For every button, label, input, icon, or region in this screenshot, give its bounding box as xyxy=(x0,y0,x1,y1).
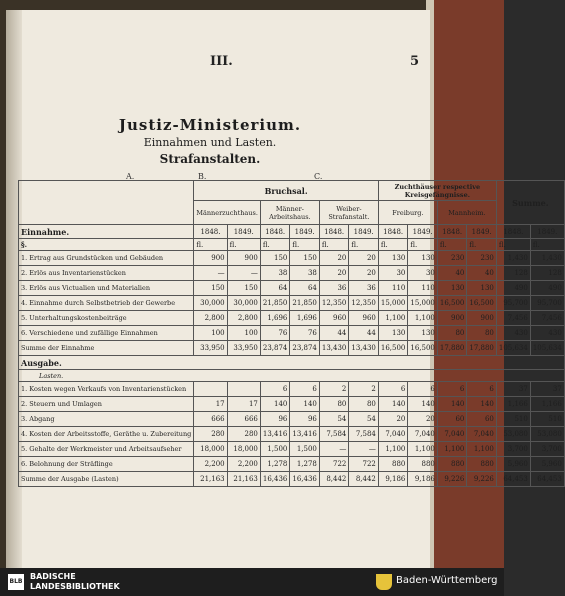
table-row xyxy=(19,326,565,341)
value-cell: 64,453 xyxy=(530,472,564,487)
page-number: 5 xyxy=(410,54,420,69)
value-cell: 37 xyxy=(530,382,564,397)
unit-header: fl. xyxy=(349,239,379,251)
value-cell: 80 xyxy=(437,326,467,341)
value-cell: 1,500 xyxy=(260,442,290,457)
state-name[interactable]: Baden-Württemberg xyxy=(396,575,498,586)
value-cell: 21,163 xyxy=(194,472,227,487)
value-cell: 6 xyxy=(437,382,467,397)
table-row xyxy=(19,457,565,472)
year-header: 1849. xyxy=(349,225,379,239)
value-cell: 1,430 xyxy=(496,251,530,266)
col-letter-c: C. xyxy=(314,172,323,181)
table-row xyxy=(19,266,565,281)
page-subtitle: Einnahmen und Lasten. xyxy=(143,136,277,149)
value-cell: 30 xyxy=(378,266,408,281)
row-label: Summe der Einnahme xyxy=(19,341,194,356)
value-cell: 230 xyxy=(437,251,467,266)
value-cell: 17 xyxy=(227,397,260,412)
value-cell: 9,226 xyxy=(467,472,497,487)
value-cell: 13,430 xyxy=(349,341,379,356)
table-row xyxy=(19,341,565,356)
value-cell: 23,874 xyxy=(290,341,320,356)
subgroup-freiburg: Freiburg. xyxy=(378,201,437,225)
row-label: 5. Gehalte der Werkmeister und Arbeitsaufseher xyxy=(19,442,194,457)
value-cell: 76 xyxy=(290,326,320,341)
subgroup-weiber-strafanstalt: Weiber-Strafanstalt. xyxy=(319,201,378,225)
value-cell: 2 xyxy=(349,382,379,397)
value-cell: 20 xyxy=(319,266,349,281)
value-cell: 490 xyxy=(496,281,530,296)
row-label: 5. Unterhaltungskostenbeiträge xyxy=(19,311,194,326)
value-cell: 21,163 xyxy=(227,472,260,487)
value-cell: 1,100 xyxy=(378,311,408,326)
value-cell: 8,442 xyxy=(349,472,379,487)
value-cell: 140 xyxy=(260,397,290,412)
value-cell: 80 xyxy=(319,397,349,412)
value-cell: — xyxy=(194,266,227,281)
value-cell: 1,166 xyxy=(496,397,530,412)
value-cell: 5,960 xyxy=(530,457,564,472)
value-cell: 230 xyxy=(467,251,497,266)
group-zuchthaeuser: Zuchthäuser respective Kreisgefängnisse. xyxy=(378,181,496,201)
value-cell: 18,000 xyxy=(227,442,260,457)
table-row xyxy=(19,281,565,296)
unit-header: fl. xyxy=(408,239,438,251)
value-cell: 2,800 xyxy=(227,311,260,326)
year-header: 1848. xyxy=(437,225,467,239)
unit-header: fl. xyxy=(437,239,467,251)
value-cell: 8,442 xyxy=(319,472,349,487)
row-label: 4. Kosten der Arbeitsstoffe, Geräthe u. Zubereitung xyxy=(19,427,194,442)
value-cell: 40 xyxy=(437,266,467,281)
value-cell: 38 xyxy=(260,266,290,281)
value-cell: 16,500 xyxy=(437,296,467,311)
value-cell: 1,500 xyxy=(290,442,320,457)
table-row xyxy=(19,472,565,487)
value-cell: 80 xyxy=(467,326,497,341)
value-cell: 7,040 xyxy=(378,427,408,442)
year-header: 1848. xyxy=(496,225,530,239)
value-cell: 510 xyxy=(530,412,564,427)
value-cell: 722 xyxy=(349,457,379,472)
value-cell: 6 xyxy=(467,382,497,397)
value-cell: 666 xyxy=(194,412,227,427)
unit-header: fl. xyxy=(227,239,260,251)
value-cell: 1,100 xyxy=(378,442,408,457)
value-cell: 18,000 xyxy=(194,442,227,457)
value-cell: 53,080 xyxy=(496,427,530,442)
value-cell: 17,880 xyxy=(467,341,497,356)
value-cell: 15,000 xyxy=(378,296,408,311)
value-cell: 960 xyxy=(349,311,379,326)
value-cell: 9,226 xyxy=(437,472,467,487)
value-cell: 16,500 xyxy=(467,296,497,311)
value-cell: 33,950 xyxy=(227,341,260,356)
row-label: 3. Abgang xyxy=(19,412,194,427)
value-cell: 9,186 xyxy=(408,472,438,487)
value-cell: 430 xyxy=(496,326,530,341)
value-cell: 12,350 xyxy=(319,296,349,311)
value-cell: 95,700 xyxy=(530,296,564,311)
row-label: 4. Einnahme durch Selbstbetrieb der Gewerbe xyxy=(19,296,194,311)
value-cell: 20 xyxy=(319,251,349,266)
year-header: 1848. xyxy=(194,225,227,239)
value-cell: 128 xyxy=(496,266,530,281)
value-cell: — xyxy=(227,266,260,281)
value-cell: 280 xyxy=(227,427,260,442)
value-cell: 20 xyxy=(378,412,408,427)
value-cell: 1,100 xyxy=(467,442,497,457)
value-cell: 1,100 xyxy=(437,442,467,457)
label-header-cell xyxy=(19,181,194,225)
year-header: 1849. xyxy=(408,225,438,239)
value-cell: 128 xyxy=(530,266,564,281)
value-cell: 900 xyxy=(227,251,260,266)
value-cell: 722 xyxy=(319,457,349,472)
table-row xyxy=(19,382,565,397)
value-cell: 880 xyxy=(467,457,497,472)
unit-header: fl. xyxy=(260,239,290,251)
value-cell: 6 xyxy=(290,382,320,397)
page-heading: Strafanstalten. xyxy=(159,152,261,166)
value-cell: 510 xyxy=(496,412,530,427)
value-cell: 30,000 xyxy=(227,296,260,311)
finance-table xyxy=(18,180,565,487)
value-cell: 105,634 xyxy=(496,341,530,356)
group-summe: Summe. xyxy=(496,181,564,225)
value-cell: 1,696 xyxy=(260,311,290,326)
value-cell: 150 xyxy=(227,281,260,296)
table-row xyxy=(19,397,565,412)
value-cell: 30,000 xyxy=(194,296,227,311)
value-cell: 20 xyxy=(349,266,379,281)
value-cell: 6 xyxy=(378,382,408,397)
value-cell: 1,278 xyxy=(290,457,320,472)
value-cell: 140 xyxy=(467,397,497,412)
value-cell: 20 xyxy=(408,412,438,427)
value-cell: 1,696 xyxy=(290,311,320,326)
value-cell: 13,416 xyxy=(260,427,290,442)
value-cell: 13,416 xyxy=(290,427,320,442)
year-header: 1849. xyxy=(467,225,497,239)
value-cell: 2,200 xyxy=(194,457,227,472)
value-cell: 37 xyxy=(496,382,530,397)
value-cell: 40 xyxy=(467,266,497,281)
value-cell: 53,080 xyxy=(530,427,564,442)
value-cell: 280 xyxy=(194,427,227,442)
value-cell: 7,040 xyxy=(437,427,467,442)
unit-header: fl. xyxy=(467,239,497,251)
section-numeral: III. xyxy=(210,54,233,69)
value-cell: 130 xyxy=(378,326,408,341)
value-cell: 17 xyxy=(194,397,227,412)
row-label: 2. Erlös aus Inventarienstücken xyxy=(19,266,194,281)
unit-header: fl. xyxy=(496,239,530,251)
value-cell: 3,700 xyxy=(496,442,530,457)
value-cell: 6 xyxy=(260,382,290,397)
value-cell: 110 xyxy=(408,281,438,296)
value-cell xyxy=(227,382,260,397)
library-name-line-2: LANDESBIBLIOTHEK xyxy=(30,582,120,591)
value-cell: 1,430 xyxy=(530,251,564,266)
subgroup-mannheim: Mannheim. xyxy=(437,201,496,225)
row-label: 3. Erlös aus Victualien und Materialien xyxy=(19,281,194,296)
value-cell: 96 xyxy=(260,412,290,427)
value-cell: 900 xyxy=(194,251,227,266)
table-row xyxy=(19,311,565,326)
value-cell: 130 xyxy=(408,326,438,341)
value-cell: 54 xyxy=(319,412,349,427)
value-cell: 2 xyxy=(319,382,349,397)
value-cell: 36 xyxy=(349,281,379,296)
value-cell: 960 xyxy=(319,311,349,326)
value-cell: 140 xyxy=(408,397,438,412)
value-cell: 96 xyxy=(290,412,320,427)
value-cell: 150 xyxy=(290,251,320,266)
value-cell: 140 xyxy=(437,397,467,412)
value-cell: 16,436 xyxy=(260,472,290,487)
table-row xyxy=(19,296,565,311)
value-cell: 666 xyxy=(227,412,260,427)
unit-header: fl. xyxy=(319,239,349,251)
value-cell: 36 xyxy=(319,281,349,296)
value-cell: 130 xyxy=(408,251,438,266)
value-cell: 880 xyxy=(408,457,438,472)
blb-logo[interactable]: BLB xyxy=(8,574,24,590)
value-cell: 150 xyxy=(260,251,290,266)
value-cell: — xyxy=(319,442,349,457)
value-cell: 140 xyxy=(290,397,320,412)
year-header: 1849. xyxy=(290,225,320,239)
value-cell: 7,584 xyxy=(349,427,379,442)
value-cell: 23,874 xyxy=(260,341,290,356)
value-cell: 54 xyxy=(349,412,379,427)
value-cell: 30 xyxy=(408,266,438,281)
value-cell: 3,700 xyxy=(530,442,564,457)
value-cell: 33,950 xyxy=(194,341,227,356)
value-cell: 21,850 xyxy=(260,296,290,311)
row-label: 1. Ertrag aus Grundstücken und Gebäuden xyxy=(19,251,194,266)
row-label: 1. Kosten wegen Verkaufs von Inventarienstücken xyxy=(19,382,194,397)
value-cell: 16,500 xyxy=(378,341,408,356)
value-cell: 7,456 xyxy=(530,311,564,326)
value-cell: 15,000 xyxy=(408,296,438,311)
value-cell: 900 xyxy=(467,311,497,326)
table-row xyxy=(19,427,565,442)
value-cell: 60 xyxy=(437,412,467,427)
value-cell xyxy=(194,382,227,397)
value-cell: 490 xyxy=(530,281,564,296)
col-letter-a: A. xyxy=(126,172,135,181)
value-cell: 20 xyxy=(349,251,379,266)
value-cell: 7,584 xyxy=(319,427,349,442)
value-cell: 64 xyxy=(260,281,290,296)
value-cell: 16,436 xyxy=(290,472,320,487)
table-row xyxy=(19,251,565,266)
value-cell: 140 xyxy=(378,397,408,412)
value-cell: 110 xyxy=(378,281,408,296)
value-cell: 1,278 xyxy=(260,457,290,472)
value-cell: 13,430 xyxy=(319,341,349,356)
value-cell: 80 xyxy=(349,397,379,412)
col-letter-b: B. xyxy=(198,172,207,181)
section-symbol: §. xyxy=(19,239,194,251)
value-cell: 17,880 xyxy=(437,341,467,356)
unit-header: fl. xyxy=(530,239,564,251)
unit-header: fl. xyxy=(378,239,408,251)
value-cell: 64,453 xyxy=(496,472,530,487)
library-name-line-1: BADISCHE xyxy=(30,572,76,581)
value-cell: 7,040 xyxy=(467,427,497,442)
value-cell: 12,350 xyxy=(349,296,379,311)
year-header: 1849. xyxy=(530,225,564,239)
value-cell: 5,960 xyxy=(496,457,530,472)
lasten-label: Lasten. xyxy=(19,370,565,382)
value-cell: 76 xyxy=(260,326,290,341)
value-cell: 9,186 xyxy=(378,472,408,487)
value-cell: 21,850 xyxy=(290,296,320,311)
year-header: 1848. xyxy=(378,225,408,239)
year-header: 1848. xyxy=(319,225,349,239)
value-cell: 130 xyxy=(467,281,497,296)
value-cell: 44 xyxy=(349,326,379,341)
ausgabe-label: Ausgabe. xyxy=(19,356,565,370)
row-label: 6. Belohnung der Sträflinge xyxy=(19,457,194,472)
value-cell: 7,040 xyxy=(408,427,438,442)
value-cell: 1,100 xyxy=(408,442,438,457)
library-name[interactable] xyxy=(30,572,120,592)
value-cell: 130 xyxy=(437,281,467,296)
value-cell: 150 xyxy=(194,281,227,296)
table-row xyxy=(19,442,565,457)
value-cell: 880 xyxy=(378,457,408,472)
page-title: Justiz-Ministerium. xyxy=(118,116,302,134)
value-cell: 64 xyxy=(290,281,320,296)
value-cell: 105,634 xyxy=(530,341,564,356)
value-cell: 44 xyxy=(319,326,349,341)
group-bruchsal: Bruchsal. xyxy=(194,181,379,201)
value-cell: 6 xyxy=(408,382,438,397)
value-cell: 16,500 xyxy=(408,341,438,356)
value-cell: 100 xyxy=(227,326,260,341)
coat-of-arms-icon xyxy=(376,574,392,590)
value-cell: 2,200 xyxy=(227,457,260,472)
value-cell: 430 xyxy=(530,326,564,341)
row-label: 6. Verschiedene und zufällige Einnahmen xyxy=(19,326,194,341)
value-cell: 95,700 xyxy=(496,296,530,311)
value-cell: 60 xyxy=(467,412,497,427)
year-header: 1848. xyxy=(260,225,290,239)
row-label: 2. Steuern und Umlagen xyxy=(19,397,194,412)
value-cell: 1,166 xyxy=(530,397,564,412)
value-cell: 2,800 xyxy=(194,311,227,326)
value-cell: 7,456 xyxy=(496,311,530,326)
table-row xyxy=(19,412,565,427)
value-cell: 900 xyxy=(437,311,467,326)
value-cell: 130 xyxy=(378,251,408,266)
value-cell: — xyxy=(349,442,379,457)
subgroup-maenner-arbeitshaus: Männer-Arbeitshaus. xyxy=(260,201,319,225)
value-cell: 38 xyxy=(290,266,320,281)
year-header: 1849. xyxy=(227,225,260,239)
einnahme-label: Einnahme. xyxy=(19,225,194,239)
row-label: Summe der Ausgabe (Lasten) xyxy=(19,472,194,487)
unit-header: fl. xyxy=(290,239,320,251)
value-cell: 880 xyxy=(437,457,467,472)
subgroup-maennerzuchthaus: Männerzuchthaus. xyxy=(194,201,261,225)
unit-header: fl. xyxy=(194,239,227,251)
value-cell: 100 xyxy=(194,326,227,341)
value-cell: 1,100 xyxy=(408,311,438,326)
